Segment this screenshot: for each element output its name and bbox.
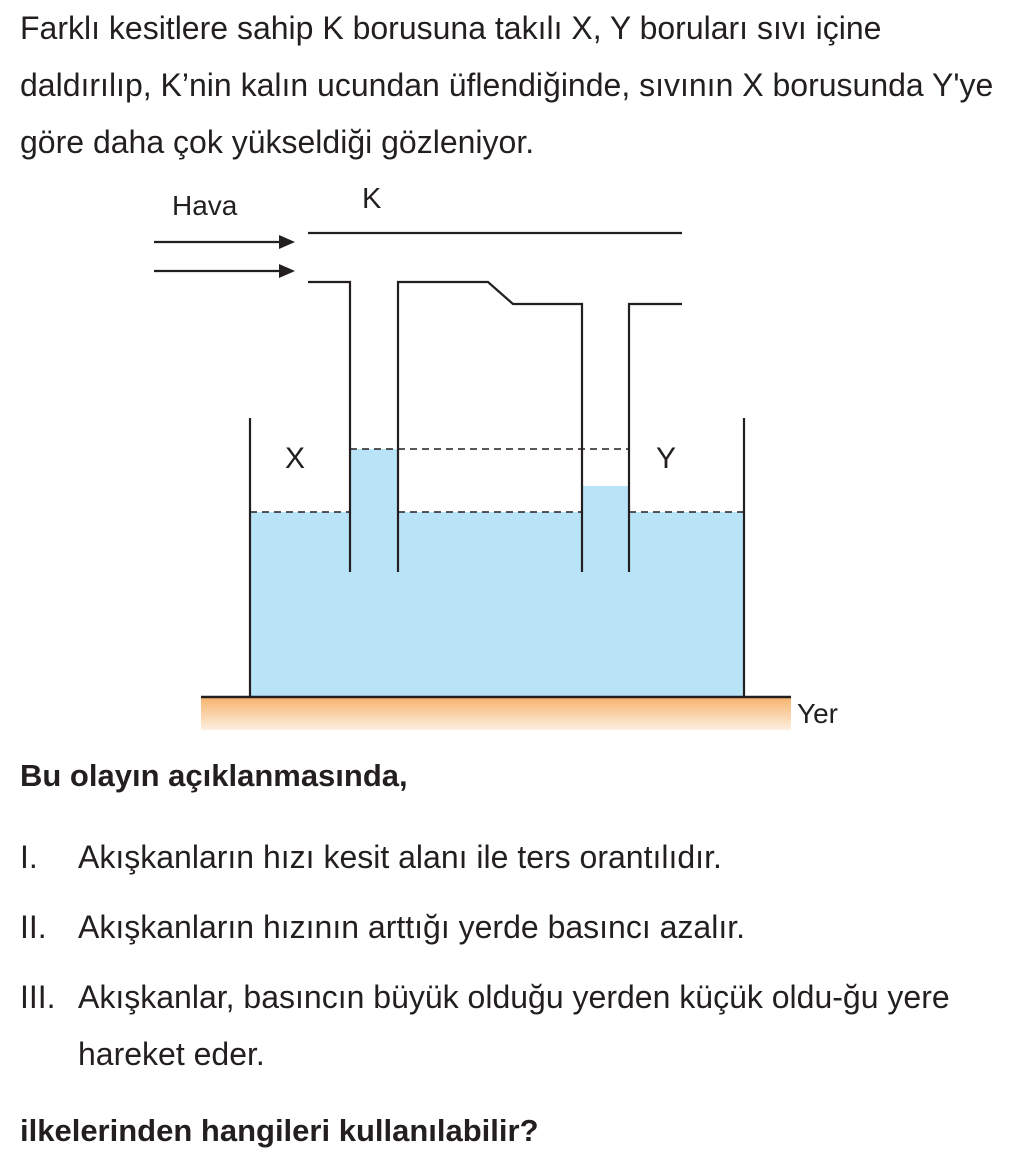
statement-number: III.: [20, 979, 56, 1015]
ground-strip: [201, 697, 791, 730]
statement-number: I.: [20, 839, 38, 875]
tube-x-label: X: [285, 442, 306, 475]
statement-3: [20, 969, 1005, 1083]
pipe-k-label: K: [362, 183, 382, 215]
statement-number: II.: [20, 909, 47, 945]
statement-text: Akışkanların hızı kesit alanı ile ters orantılıdır.: [78, 839, 722, 875]
statement-text: Akışkanlar, basıncın büyük olduğu yerden küçük oldu-ğu yere hareket eder.: [78, 979, 950, 1072]
statement-2: [20, 899, 1005, 956]
lead-text: Bu olayın açıklanmasında,: [20, 758, 408, 793]
tube-y-liquid: [582, 486, 629, 512]
air-label: Hava: [172, 190, 238, 221]
ground-label: Yer: [797, 698, 839, 729]
problem-intro: Farklı kesitlere sahip K borusuna takılı X, Y boruları sıvı içine daldırılıp, K’nin kalın ucundan üflendiğinde, sıvının X borusunda Y'ye göre daha çok yükseldiği gözleniyor.: [20, 10, 994, 160]
container-liquid: [250, 512, 744, 697]
air-arrows: [154, 235, 295, 278]
question-text: ilkelerinden hangileri kullanılabilir?: [20, 1113, 539, 1148]
tube-y-label: Y: [656, 442, 677, 475]
tube-x-liquid: [350, 449, 398, 512]
statement-text: Akışkanların hızının arttığı yerde basıncı azalır.: [78, 909, 745, 945]
statement-1: [20, 829, 1005, 886]
